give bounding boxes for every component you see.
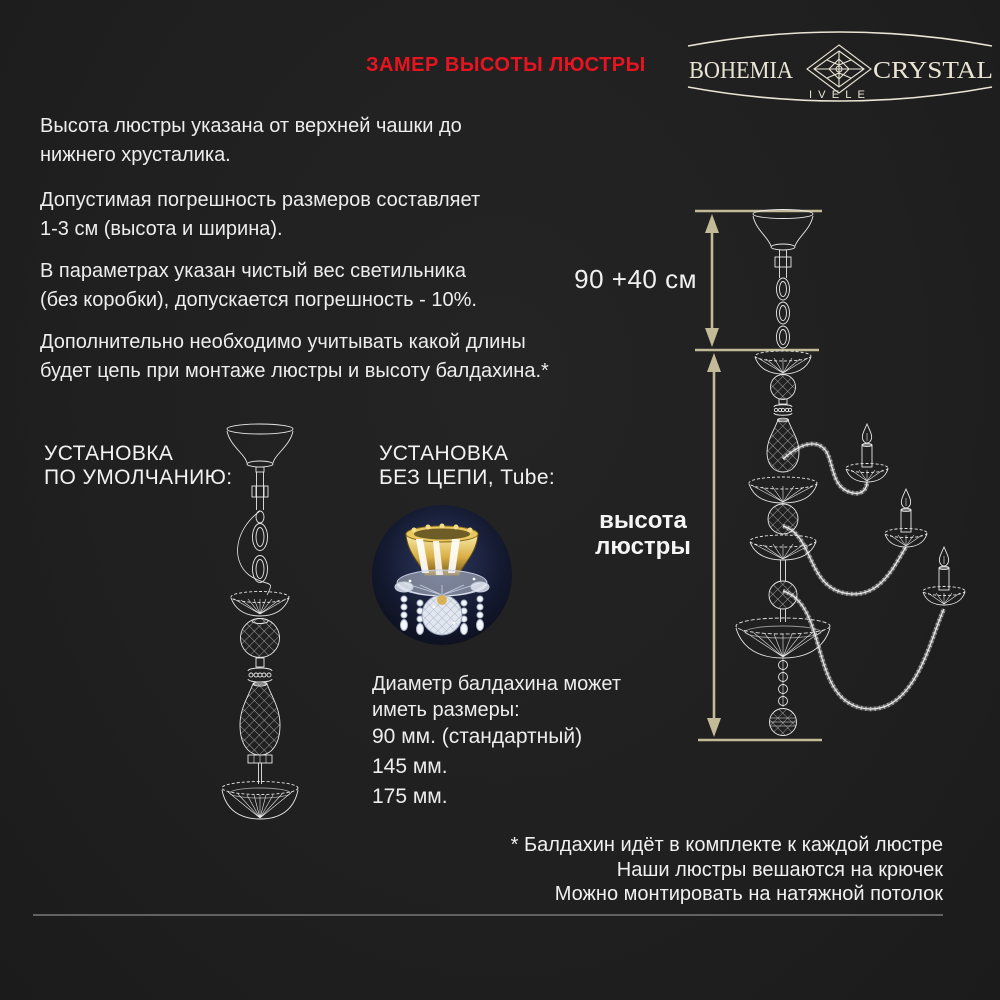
footnote-canopy-included: * Балдахин идёт в комплекте к каждой люстре [510,834,943,856]
logo-text-crystal: CRYSTAL [873,58,993,84]
bead-chain-pendant [770,658,797,736]
suspension-rod [252,467,268,510]
canopy-size-175: 175 мм. [372,785,448,808]
bobeche-dish [755,351,811,374]
page-title: ЗАМЕР ВЫСОТЫ ЛЮСТРЫ [366,54,646,76]
crystal-bobeche [395,570,489,596]
beaded-collar [248,658,272,682]
canopy-cup [753,210,813,251]
mid-rod [781,560,786,581]
footnote-stretch-ceiling: Можно монтировать на натяжной потолок [554,883,943,905]
chandelier-height-label: высота люстры [595,507,691,560]
height-measure-arrow [707,353,721,737]
bohemia-crystal-logo [683,25,997,111]
bottom-divider [33,914,943,916]
pear-element [767,418,799,472]
crystal-ornament-icon [807,45,871,93]
canopy-cup [227,424,293,467]
tier2-dish [749,477,817,503]
intro-paragraph-tolerance: Допустимая погрешность размеров составляет 1-3 см (высота и ширина). [40,189,481,240]
measurement-overlay [695,211,822,740]
logo-text-bohemia: BOHEMIA [689,58,794,84]
intro-paragraph-chain: Дополнительно необходимо учитывать какой длины будет цепь при монтаже люстры и высоту балдахина.* [40,331,549,382]
arm-3 [783,591,944,709]
heading-tube-install: УСТАНОВКА БЕЗ ЦЕПИ, Tube: [379,442,556,489]
logo-text-ivele: IVELE [809,89,871,101]
candle-3 [923,547,965,605]
crystal-ball-center [422,595,462,635]
canopy-size-list [372,722,582,812]
chain-and-cord [238,511,271,595]
footnote-hook: Наши люстры вешаются на крючек [616,858,943,881]
beaded-collar [774,399,792,415]
canopy-size-145: 145 мм. [372,755,448,778]
chandelier-height-diagram [560,193,1000,753]
tube-mount-photo [370,503,514,647]
suspension-rod [775,250,791,278]
chain-measure-arrow [705,214,719,347]
bobeche-dish [231,592,289,617]
bottom-dish [222,782,298,820]
lower-rod [781,609,786,622]
chain [777,278,790,348]
intro-paragraph-height: Высота люстры указана от верхней чашки до нижнего хрусталика. [40,115,462,166]
footnotes [511,833,943,907]
crystal-ball [241,619,280,658]
candle-2 [885,489,927,547]
candle-1 [846,424,888,482]
canopy-size-standard: 90 мм. (стандартный) [372,725,583,748]
chain-length-label: 90 +40 см [574,264,697,294]
arm-1 [783,444,867,493]
crystal-ball-1 [771,375,796,400]
pear-element [240,682,280,755]
canopy-diameter-text: Диаметр балдахина может иметь размеры: [372,673,622,721]
logo-top-arc [688,32,992,46]
intro-paragraph-weight: В параметрах указан чистый вес светильника (без коробки), допускается погрешность - 10%. [40,260,477,311]
heading-default-install: УСТАНОВКА ПО УМОЛЧАНИЮ: [44,442,233,489]
lower-stem [248,755,272,784]
